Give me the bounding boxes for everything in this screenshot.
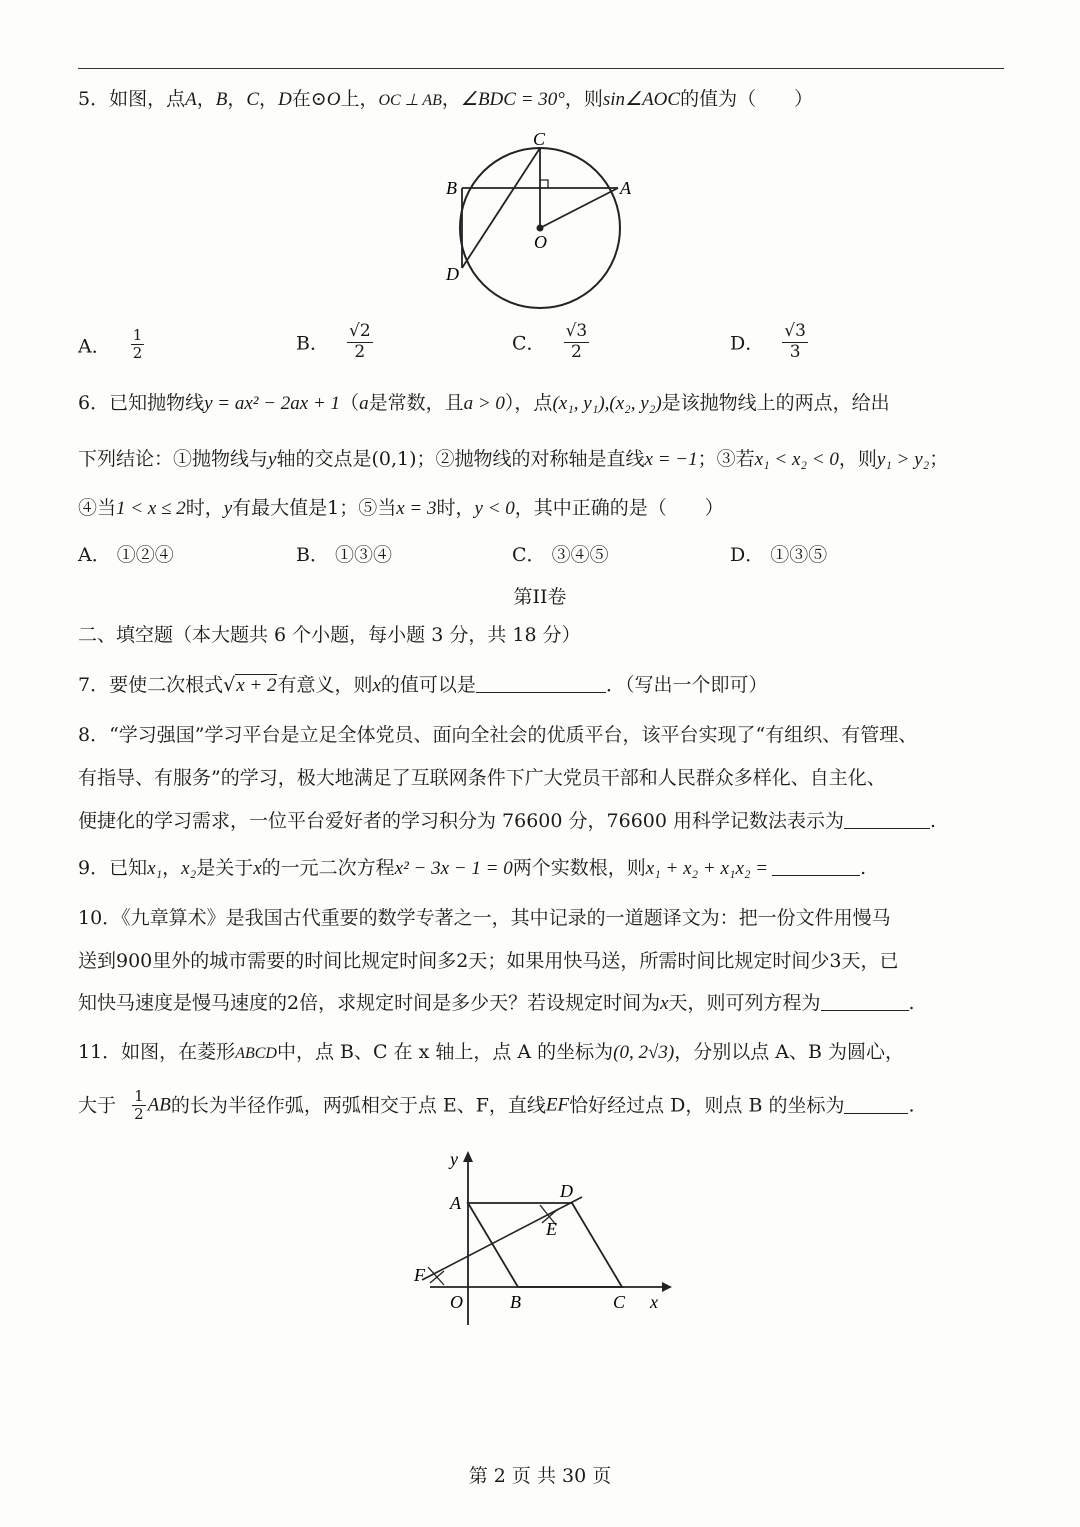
section-heading: 二、填空题（本大题共 6 个小题，每小题 3 分，共 18 分）	[78, 624, 581, 646]
right-angle-mark	[540, 180, 548, 188]
circle-figure	[440, 128, 640, 313]
question-7: 7．要使二次根式√x + 2有意义，则x的值可以是 ．（写出一个即可）	[78, 674, 768, 696]
label-d: D	[446, 264, 459, 284]
label-a: A	[450, 1193, 461, 1213]
volume-heading: 第II卷	[513, 586, 567, 608]
q9-answer-blank[interactable]	[772, 859, 860, 876]
question-10-line-1: 10．《九章算术》是我国古代重要的数学专著之一，其中记录的一道题译文为：把一份文件用慢马	[78, 907, 891, 929]
label-o: O	[534, 232, 547, 252]
q6-option-c[interactable]: C． ③④⑤	[512, 544, 609, 566]
question-8-line-2: 有指导、有服务”的学习，极大地满足了互联网条件下广大党员干部和人民群众多样化、自主化、	[78, 767, 886, 789]
segment-oa	[540, 188, 618, 228]
question-11-line-2: 大于 $\frac{1}{2}$ AB的长为半径作弧，两弧相交于点 E、F，直线EF恰好经过点 D，则点 B 的坐标为 .	[78, 1087, 915, 1124]
rhombus-figure	[400, 1145, 690, 1330]
q10-answer-blank[interactable]	[821, 994, 909, 1011]
q6-option-a[interactable]: A． ①②④	[78, 544, 174, 566]
label-b: B	[510, 1292, 521, 1312]
label-a: A	[620, 178, 631, 198]
question-6-line-1: 6．已知抛物线y = ax² − 2ax + 1（a是常数，且a > 0），点(x₁, y₁),(x₂, y₂)是该抛物线上的两点，给出	[78, 392, 890, 414]
question-9: 9．已知x₁，x₂是关于x的一元二次方程x² − 3x − 1 = 0两个实数根，则x₁ + x₂ + x₁x₂ = .	[78, 857, 867, 879]
center-dot	[537, 225, 544, 232]
q5-option-a[interactable]: A． $\frac{1}{2}$	[78, 326, 143, 363]
question-10-line-3: 知快马速度是慢马速度的2倍，求规定时间是多少天？若设规定时间为x天，则可列方程为 .	[78, 992, 915, 1014]
label-x: x	[650, 1292, 658, 1312]
label-c: C	[613, 1292, 626, 1312]
segment-dc	[462, 148, 540, 268]
label-y: y	[450, 1149, 458, 1169]
question-8-line-1: 8．“学习强国”学习平台是立足全体党员、面向全社会的优质平台，该平台实现了“有组织、有管理、	[78, 724, 918, 746]
label-d: D	[560, 1181, 573, 1201]
q7-answer-blank[interactable]	[476, 676, 606, 693]
q6-option-b[interactable]: B． ①③④	[296, 544, 393, 566]
label-e: E	[546, 1219, 557, 1239]
label-f: F	[414, 1265, 425, 1285]
q5-option-c[interactable]: C． $\frac{√3}{2}$	[512, 321, 588, 362]
question-10-line-2: 送到900里外的城市需要的时间比规定时间多2天；如果用快马送，所需时间比规定时间少3天，已	[78, 950, 899, 972]
label-o: O	[450, 1292, 463, 1312]
y-axis-arrow	[463, 1151, 473, 1162]
x-axis-arrow	[662, 1282, 672, 1292]
q5-option-d[interactable]: D． $\frac{√3}{3}$	[730, 321, 806, 362]
q11-answer-blank[interactable]	[844, 1097, 908, 1114]
label-b: B	[446, 178, 457, 198]
q6-option-d[interactable]: D． ①③⑤	[730, 544, 828, 566]
q8-answer-blank[interactable]	[844, 812, 930, 829]
question-8-line-3: 便捷化的学习需求，一位平台爱好者的学习积分为 76600 分，76600 用科学记数法表示为 .	[78, 810, 937, 832]
label-c: C	[533, 129, 546, 149]
question-6-line-3: ④当1 < x ≤ 2时，y有最大值是1；⑤当x = 3时，y < 0，其中正确的是（ ）	[78, 497, 724, 519]
top-rule	[78, 68, 1004, 69]
page-footer: 第 2 页 共 30 页	[468, 1465, 612, 1487]
question-5-stem: 5．如图，点A，B，C，D在⊙O上，OC ⊥ AB，∠BDC = 30°，则sin∠AOC的值为（ ）	[78, 88, 814, 110]
question-6-line-2: 下列结论：①抛物线与y轴的交点是(0,1)；②抛物线的对称轴是直线x = −1；③若x₁ < x₂ < 0，则y₁ > y₂；	[78, 448, 949, 470]
question-11-line-1: 11．如图，在菱形ABCD中，点 B、C 在 x 轴上，点 A 的坐标为(0, 2√3)，分别以点 A、B 为圆心，	[78, 1041, 905, 1063]
q5-option-b[interactable]: B． $\frac{√2}{2}$	[296, 321, 371, 362]
